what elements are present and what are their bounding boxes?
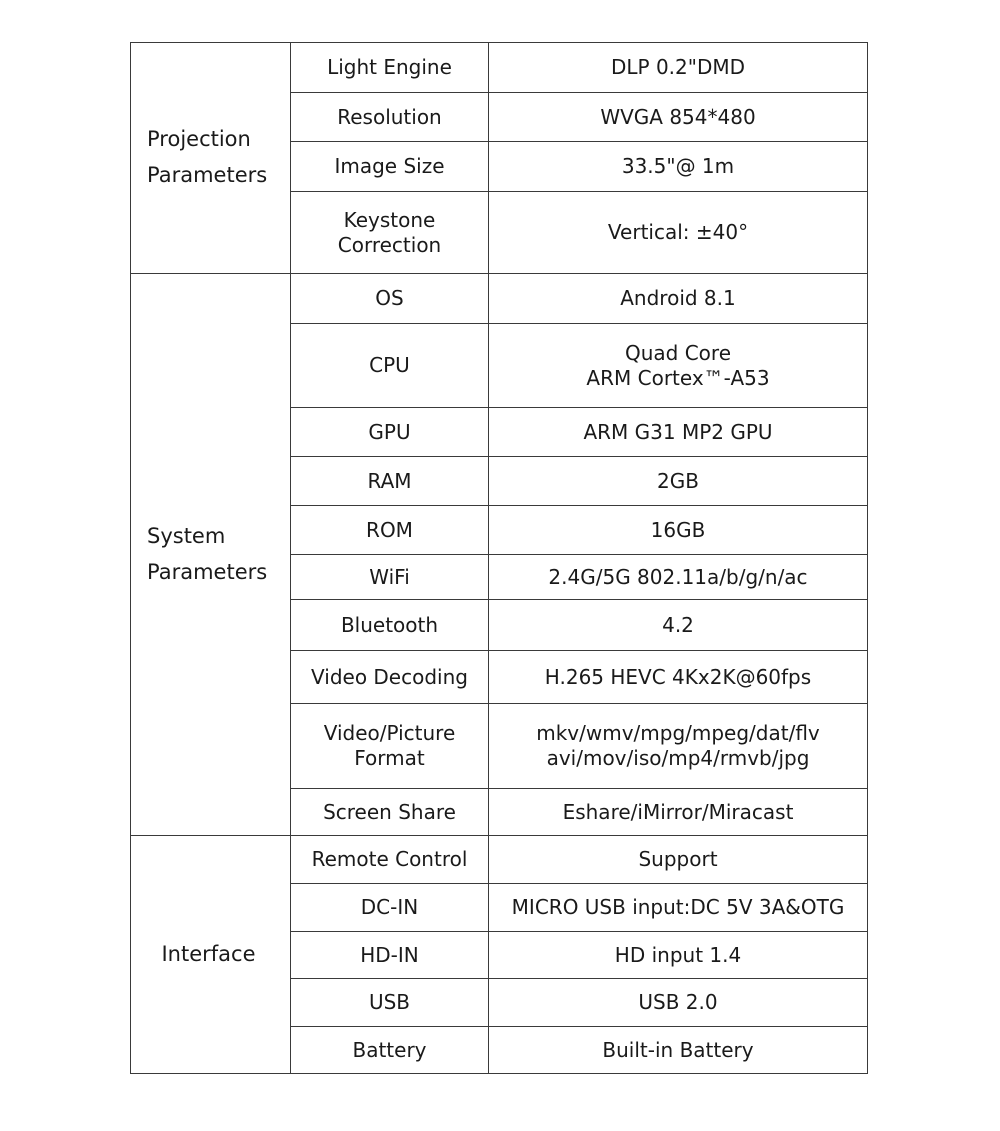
param-label: Remote Control [291,836,489,884]
param-label: Battery [291,1027,489,1074]
group-label-system: System Parameters [131,274,291,836]
spec-table [130,42,868,1074]
param-label: DC-IN [291,884,489,932]
param-label: Resolution [291,93,489,142]
param-label: RAM [291,457,489,506]
param-value: mkv/wmv/mpg/mpeg/dat/flv avi/mov/iso/mp4/rmvb/jpg [489,704,868,789]
group-label-interface: Interface [131,836,291,1074]
param-value: 2.4G/5G 802.11a/b/g/n/ac [489,555,868,600]
table-row [131,43,868,93]
param-label: Image Size [291,142,489,192]
param-label: USB [291,979,489,1027]
param-label: WiFi [291,555,489,600]
param-value: H.265 HEVC 4Kx2K@60fps [489,651,868,704]
param-value: Built-in Battery [489,1027,868,1074]
param-label: Video/Picture Format [291,704,489,789]
param-label: ROM [291,506,489,555]
param-label: Keystone Correction [291,192,489,274]
param-label: Video Decoding [291,651,489,704]
group-label-projection: Projection Parameters [131,43,291,274]
param-value: Support [489,836,868,884]
param-value: DLP 0.2"DMD [489,43,868,93]
param-value: Android 8.1 [489,274,868,324]
param-value: 2GB [489,457,868,506]
param-label: OS [291,274,489,324]
param-value: Eshare/iMirror/Miracast [489,789,868,836]
param-value: HD input 1.4 [489,932,868,979]
param-value: 16GB [489,506,868,555]
param-value: 4.2 [489,600,868,651]
param-label: Bluetooth [291,600,489,651]
param-value: WVGA 854*480 [489,93,868,142]
param-label: Screen Share [291,789,489,836]
param-label: GPU [291,408,489,457]
param-value: ARM G31 MP2 GPU [489,408,868,457]
param-value: Quad Core ARM Cortex™-A53 [489,324,868,408]
param-value: 33.5"@ 1m [489,142,868,192]
table-row [131,274,868,324]
param-value: USB 2.0 [489,979,868,1027]
param-label: Light Engine [291,43,489,93]
param-label: CPU [291,324,489,408]
param-value: MICRO USB input:DC 5V 3A&OTG [489,884,868,932]
param-value: Vertical: ±40° [489,192,868,274]
table-row [131,836,868,884]
param-label: HD-IN [291,932,489,979]
